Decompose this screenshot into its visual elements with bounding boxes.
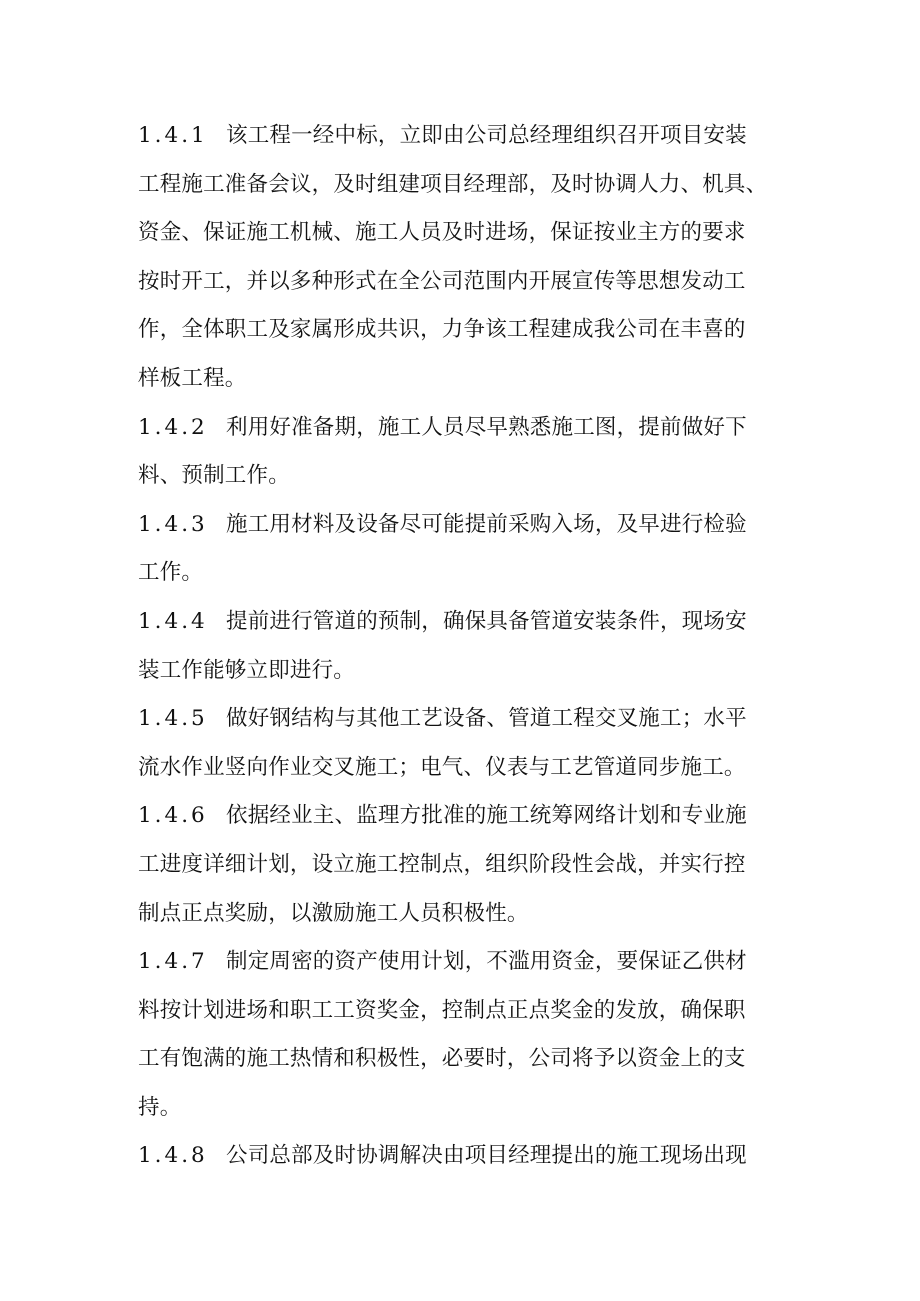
paragraph-line: 流水作业竖向作业交叉施工；电气、仪表与工艺管道同步施工。 [138,754,746,780]
paragraph-1-4-8 [138,1132,798,1181]
section-number: 1.4.5 [138,706,208,732]
paragraph-line [138,938,798,987]
paragraph-1-4-3 [138,501,798,598]
paragraph-text: 依据经业主、监理方批准的施工统筹网络计划和专业施 [226,803,747,829]
paragraph-1-4-1 [138,112,798,404]
paragraph-line: 工程施工准备会议，及时组建项目经理部，及时协调人力、机具、 [138,171,768,197]
paragraph-1-4-5 [138,695,798,792]
section-number: 1.4.3 [138,511,208,537]
paragraph-text: 制定周密的资产使用计划，不滥用资金，要保证乙供材 [226,949,747,975]
paragraph-line [138,404,798,453]
paragraph-line: 料、预制工作。 [138,463,290,489]
paragraph-line [138,112,798,161]
paragraph-1-4-2 [138,404,798,501]
section-number: 1.4.1 [138,123,208,148]
paragraph-line: 作，全体职工及家属形成共识，力争该工程建成我公司在丰喜的 [138,317,746,343]
section-number: 1.4.6 [138,803,208,829]
paragraph-line: 样板工程。 [138,365,247,391]
paragraph-line: 工作。 [138,560,204,586]
paragraph-line: 资金、保证施工机械、施工人员及时进场，保证按业主方的要求 [138,220,746,246]
paragraph-line: 工进度详细计划，设立施工控制点，组织阶段性会战，并实行控 [138,851,746,877]
section-number: 1.4.8 [138,1143,208,1169]
paragraph-text: 施工用材料及设备尽可能提前采购入场，及早进行检验 [226,511,747,537]
paragraph-line: 装工作能够立即进行。 [138,657,356,683]
paragraph-line: 制点正点奖励，以激励施工人员积极性。 [138,900,529,926]
paragraph-text: 公司总部及时协调解决由项目经理提出的施工现场出现 [226,1143,747,1169]
section-number: 1.4.7 [138,949,208,975]
paragraph-line [138,501,798,550]
paragraph-line [138,695,798,744]
paragraph-1-4-6 [138,792,798,938]
paragraph-line: 工有饱满的施工热情和积极性，必要时，公司将予以资金上的支 [138,1046,746,1072]
paragraph-line: 持。 [138,1094,182,1120]
paragraph-1-4-7 [138,938,798,1132]
paragraph-line: 按时开工，并以多种形式在全公司范围内开展宣传等思想发动工 [138,268,746,294]
paragraph-line [138,1132,798,1181]
section-number: 1.4.4 [138,608,208,634]
paragraph-line [138,598,798,647]
paragraph-text: 提前进行管道的预制，确保具备管道安装条件，现场安 [226,608,747,634]
section-number: 1.4.2 [138,414,208,440]
paragraph-text: 做好钢结构与其他工艺设备、管道工程交叉施工；水平 [226,706,747,732]
paragraph-text: 利用好准备期，施工人员尽早熟悉施工图，提前做好下 [226,414,747,440]
paragraph-text: 该工程一经中标，立即由公司总经理组织召开项目安装 [226,123,747,148]
paragraph-line: 料按计划进场和职工工资奖金，控制点正点奖金的发放，确保职 [138,997,746,1023]
paragraph-1-4-4 [138,598,798,695]
document-body [138,112,798,1181]
paragraph-line [138,792,798,841]
